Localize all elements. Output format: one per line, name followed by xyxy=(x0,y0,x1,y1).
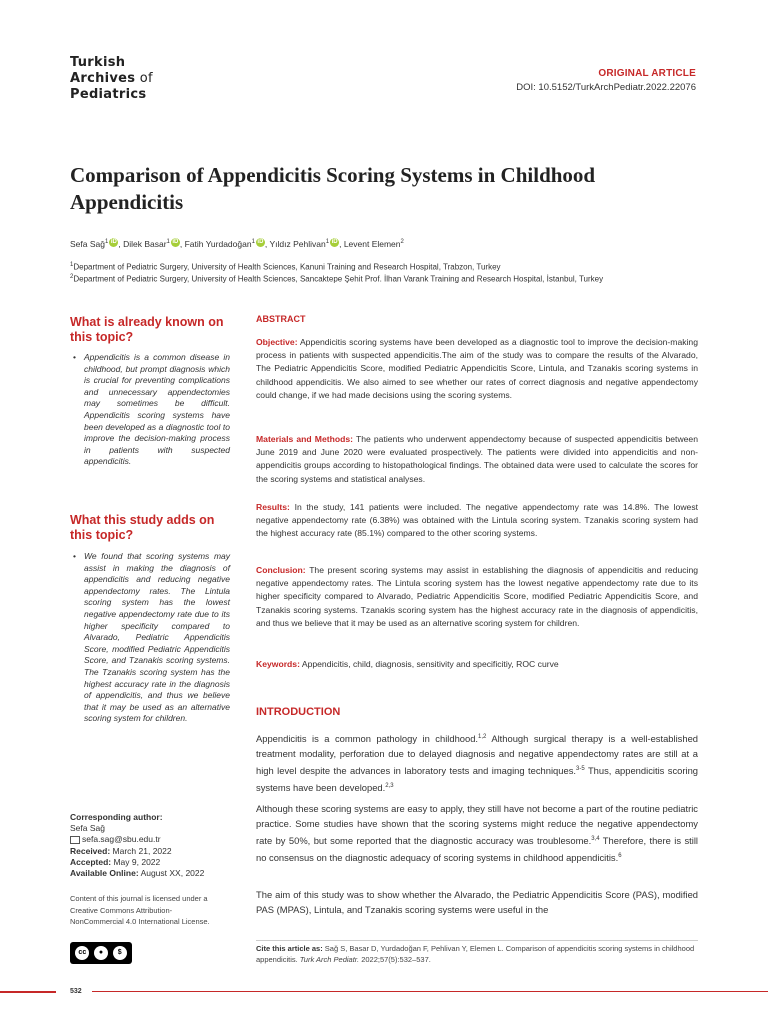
nc-icon: $ xyxy=(113,946,127,960)
adds-heading: What this study adds on this topic? xyxy=(70,513,215,542)
author-name[interactable]: Levent Elemen xyxy=(343,238,401,249)
author-name[interactable]: Sefa Sağ xyxy=(70,238,105,249)
abstract-conclusion: Conclusion: The present scoring systems may assist in establishing the diagnosis of appendicitis and reducing negative appendectomy rates. The Lintula scoring system has the lowest negative appendectomy rate due to its higher specificity compared to Alvarado, Pediatric Appendicitis Score, modified Pediatric Appendicitis Score, and Tzanakis scoring systems. Tzanakis scoring system has the highest accuracy rate in the diagnosis of appendicitis, and thus we believe that it may be used as an alternative scoring system for children. xyxy=(256,565,699,628)
known-list xyxy=(70,352,230,468)
corr-name: Sefa Sağ xyxy=(70,823,105,834)
intro-paragraph-1: Appendicitis is a common pathology in childhood.$^{1,2}$ Although surgical therapy is a well-established treatment modality, perforation due to delayed diagnosis and negative appendectomy rates are still at a high level despite the advances in laboratory tests and imaging techniques.$^{3-5}$ Thus, appendicitis scoring systems have been developed.$^{2,3}$ xyxy=(256,733,698,793)
corr-label: Corresponding author: xyxy=(70,812,163,822)
abstract-heading: ABSTRACT xyxy=(256,314,306,324)
journal-logo xyxy=(70,55,153,103)
journal-name-line2: Archives xyxy=(70,71,136,86)
intro-paragraph-3: The aim of this study was to show whether the Alvarado, the Pediatric Appendicitis Score (PAS), modified PAS (MPAS), Lintula, and Tzanakis scoring systems were useful in the xyxy=(256,889,698,915)
orcid-icon[interactable]: iD xyxy=(331,239,338,245)
page-number: 532 xyxy=(70,988,82,995)
received-date: March 21, 2022 xyxy=(112,845,172,856)
adds-list xyxy=(70,551,230,725)
author-name[interactable]: Dilek Basar xyxy=(123,238,167,249)
footer-rule xyxy=(0,991,56,993)
journal-name-line3: Pediatrics xyxy=(70,87,147,102)
article-type: ORIGINAL ARTICLE xyxy=(598,68,696,79)
journal-name-of: of xyxy=(139,71,153,86)
email-icon xyxy=(70,836,80,844)
list-item: • Appendicitis is a common disease in childhood, but prompt diagnosis which is crucial for preventing complications and unnecessary appendectomies may sometimes be difficult. Appendicitis scoring systems have been developed as a diagnostic tool to improve the decision-making process in patients with suspected appendicitis. xyxy=(70,352,230,468)
accepted-date: May 9, 2022 xyxy=(113,856,161,867)
affiliation-1: $^1$Department of Pediatric Surgery, University of Health Sciences, Kanuni Training and Research Hospital, Trabzon, Turkey xyxy=(70,262,501,272)
orcid-icon[interactable]: iD xyxy=(172,239,179,245)
by-icon: ● xyxy=(94,946,108,960)
orcid-icon[interactable]: iD xyxy=(110,239,117,245)
author-name[interactable]: Fatih Yurdadoğan xyxy=(184,238,252,249)
author-name[interactable]: Yıldız Pehlivan xyxy=(269,238,326,249)
abstract-objective: Objective: Appendicitis scoring systems have been developed as a diagnostic tool to improve the decision-making process in patients with suspected appendicitis.The aim of the study was to compare the results of the Alvarado, The Pediatric Appendicitis Score, modified Pediatric Appendicitis Score, Lintula, and Tzanakis scoring systems in childhood appendicitis. We also aimed to see whether our rates of correct diagnosis and negative appendectomy could change, if we had made decisions using the scoring systems. xyxy=(256,337,698,400)
intro-paragraph-2: Although these scoring systems are easy to apply, they still have not become a part of the routine pediatric practice. Some studies have shown that the scoring systems might reduce the negative appendectomy rate by 50%, but some reported that the diagnostic accuracy was troublesome.$^{3,4}$ Therefore, there is still no consensus on the diagnostic adequacy of scoring systems in childhood appendicitis.$^6$ xyxy=(256,803,698,863)
abstract-methods: Materials and Methods: The patients who underwent appendectomy because of suspected appendicitis between June 2019 and June 2020 were evaluated prospectively. The patients were divided into appendicitis and non-appendicitis groups according to histopathological findings. The obtained data were used to calculate the scores for the scoring systems and statistical analyses. xyxy=(256,434,698,484)
cc-icon: cc xyxy=(75,946,89,960)
journal-name-line1: Turkish xyxy=(70,55,126,70)
doi[interactable]: DOI: 10.5152/TurkArchPediatr.2022.22076 xyxy=(516,82,696,93)
online-date: August XX, 2022 xyxy=(140,868,205,879)
keywords: Keywords: Appendicitis, child, diagnosis, sensitivity and specificitiy, ROC curve xyxy=(256,659,559,669)
abstract-results: Results: In the study, 141 patients were included. The negative appendectomy rate was 14.8%. The lowest negative appendectomy rate (6.38%) was obtained with the Lintula scoring system. Tzanakis scoring system had the highest accuracy rate (85.1%) compared to the other scoring systems. xyxy=(256,502,699,539)
orcid-icon[interactable]: iD xyxy=(257,239,264,245)
corr-email[interactable]: sefa.sag@sbu.edu.tr xyxy=(82,834,161,845)
footer-rule-right xyxy=(92,991,768,992)
introduction-heading: INTRODUCTION xyxy=(256,706,341,718)
citation-box: Cite this article as: Sağ S, Basar D, Yurdadoğan F, Pehlivan Y, Elemen L. Comparison of appendicitis scoring systems in childhood appendicitis. Turk Arch Pediatr. 2022;57(5):532–537. xyxy=(256,940,698,965)
article-title: Comparison of Appendicitis Scoring Systems in Childhood Appendicitis xyxy=(70,163,596,214)
author-list: Sefa Sağ$^1$ iD , Dilek Basar$^1$ iD , Fatih Yurdadoğan$^1$ iD , Yıldız Pehlivan$^1$ iD , Levent Elemen$^2$ xyxy=(70,238,404,249)
correspondence: Corresponding author: Sefa Sağ sefa.sag@sbu.edu.tr Received: March 21, 2022 Accepted: May 9, 2022 Available Online: August XX, 2022 xyxy=(70,812,230,879)
known-heading: What is already known on this topic? xyxy=(70,315,224,344)
license-text: Content of this journal is licensed under a Creative Commons Attribution-NonCommercial 4.0 International License. xyxy=(70,894,210,926)
creative-commons-icon[interactable] xyxy=(70,942,132,964)
affiliation-2: $^2$Department of Pediatric Surgery, University of Health Sciences, Sancaktepe Şehit Prof. İlhan Varank Training and Research Hospital, İstanbul, Turkey xyxy=(70,274,604,284)
list-item: • We found that scoring systems may assist in making the diagnosis of appendicitis and reducing negative appendectomy rates. The Lintula scoring system has the lowest negative appendectomy rate due to its higher specificity compared to Alvarado, Pediatric Appendicitis Score, modified Pediatric Appendicitis Score, and Tzanakis scoring systems. The Tzanakis scoring system has the highest accuracy rate in the diagnosis of appendicitis, and thus we believe that it may be used as an alternative scoring system for children. xyxy=(70,551,230,725)
